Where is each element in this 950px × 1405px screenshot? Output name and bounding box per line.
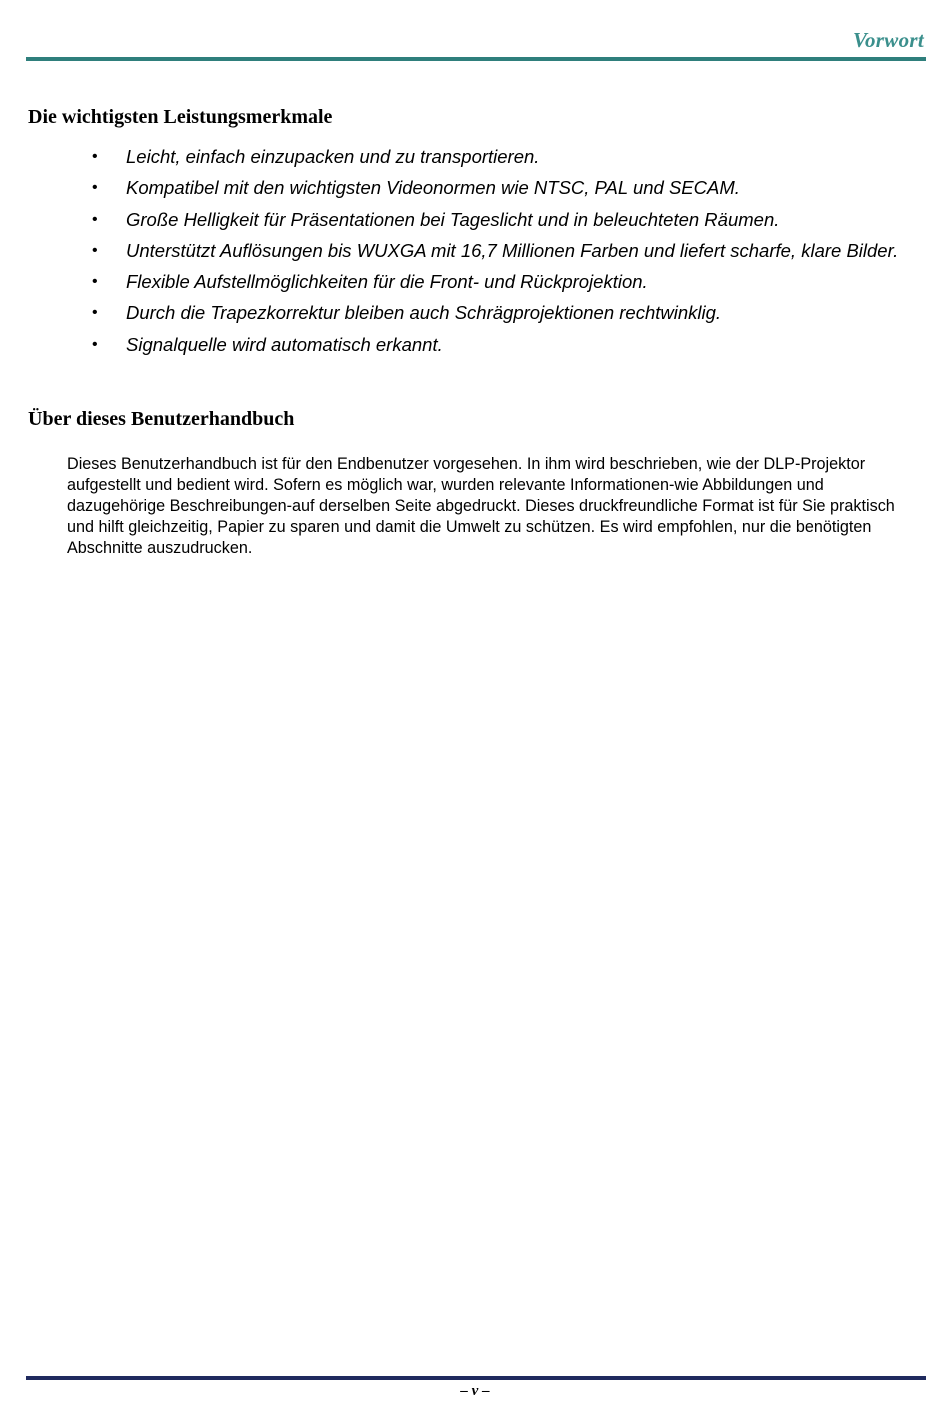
features-list <box>0 145 950 364</box>
bullet-icon: • <box>92 335 98 353</box>
bullet-icon: • <box>92 241 98 259</box>
list-item-text: Signalquelle wird automatisch erkannt. <box>126 333 443 355</box>
list-item <box>0 239 906 262</box>
list-item-text: Unterstützt Auflösungen bis WUXGA mit 16,7 Millionen Farben und liefert scharfe, klare Bilder. <box>126 239 899 261</box>
page-number: – v – <box>460 1383 490 1399</box>
bullet-icon: • <box>92 179 98 197</box>
header-divider <box>26 57 926 61</box>
list-item-text: Leicht, einfach einzupacken und zu transportieren. <box>126 146 540 167</box>
list-item <box>0 301 906 324</box>
list-item-text: Große Helligkeit für Präsentationen bei Tageslicht und in beleuchteten Räumen. <box>126 208 780 230</box>
bullet-icon: • <box>92 304 98 322</box>
list-item-text: Durch die Trapezkorrektur bleiben auch Schrägprojektionen rechtwinklig. <box>126 302 722 324</box>
bullet-icon: • <box>92 210 98 228</box>
running-header-title: Vorwort <box>853 28 924 52</box>
list-item <box>0 208 906 231</box>
bullet-icon: • <box>92 148 98 165</box>
list-item <box>0 333 906 356</box>
list-item-text: Kompatibel mit den wichtigsten Videonormen wie NTSC, PAL und SECAM. <box>126 177 740 199</box>
list-item-text: Flexible Aufstellmöglichkeiten für die Front- und Rückprojektion. <box>126 271 648 293</box>
features-heading: Die wichtigsten Leistungsmerkmale <box>28 106 333 128</box>
manual-paragraph: Dieses Benutzerhandbuch ist für den Endbenutzer vorgesehen. In ihm wird beschrieben, wie der DLP-Projektor aufgestellt und bedient wird. Sofern es möglich war, wurden relevante Informationen-wie Abbildungen und dazugehörige Beschreibungen-auf derselben Seite abgedruckt. Dieses druckfreundliche Format ist für Sie praktisch und hilft gleichzeitig, Papier zu sparen und damit die Umwelt zu schützen. Es wird empfohlen, nur die benötigten Abschnitte auszudrucken. <box>67 455 895 557</box>
bullet-icon: • <box>92 273 98 291</box>
manual-heading: Über dieses Benutzerhandbuch <box>28 408 295 430</box>
list-item <box>0 145 906 168</box>
footer-divider <box>26 1376 926 1380</box>
list-item <box>0 270 906 293</box>
list-item <box>0 176 906 199</box>
